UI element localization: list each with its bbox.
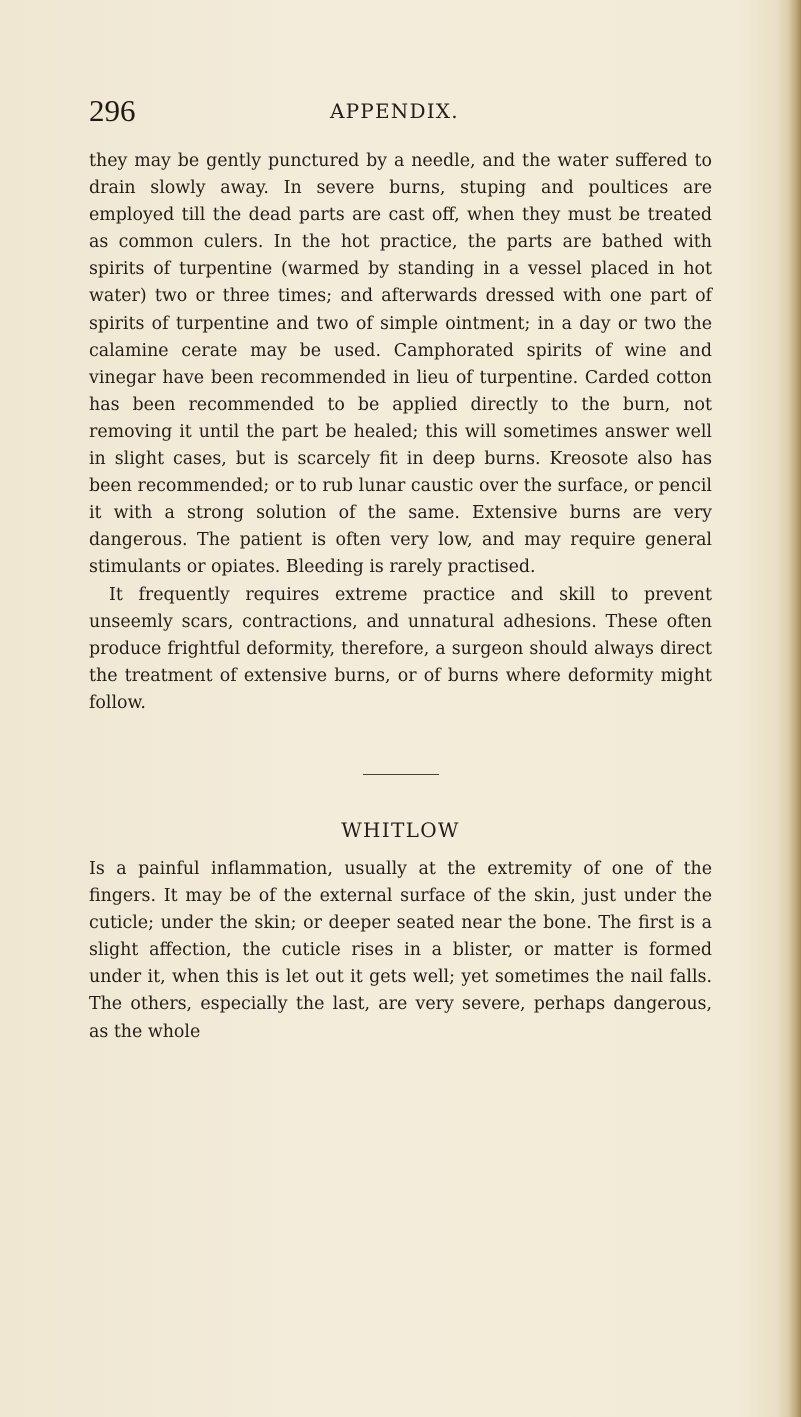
paragraph-whitlow: Is a painful inflammation, usually at the extremity of one of the fingers. It may be of the external surface of the skin, just under the cuticle; under the skin; or deeper seated near the bone. The first is a slight affection, the cuticle rises in a blister, or matter is formed under it, when this is let out it gets well; yet sometimes the nail falls. The others, especially the last, are very severe, perhaps dangerous, as the whole — [89, 859, 712, 1042]
section-divider — [363, 774, 439, 775]
page-edge-shadow — [789, 0, 801, 1417]
page-number: 296 — [89, 93, 136, 128]
section-heading: WHITLOW — [341, 818, 460, 842]
running-head: APPENDIX. — [330, 99, 459, 123]
paragraph-burns-treatment: they may be gently punctured by a needle, and the water suffered to drain slowly away. In severe burns, stuping and poultices are employed till the dead parts are cast off, when they must be treated as common culers. In the hot practice, the parts are bathed with spirits of turpentine (warmed by standing in a vessel placed in hot water) two or three times; and afterwards dressed with one part of spirits of turpentine and two of simple ointment; in a day or two the calamine cerate may be used. Camphorated spirits of wine and vinegar have been recommended in lieu of turpentine. Carded cotton has been recommended to be applied directly to the burn, not removing it until the part be healed; this will sometimes answer well in slight cases, but is scarcely fit in deep burns. Kreosote also has been recommended; or to rub lunar caustic over the surface, or pencil it with a strong solution of the same. Extensive burns are very dangerous. The patient is often very low, and may require general stimulants or opiates. Bleeding is rarely practised. — [89, 151, 712, 578]
paragraph-deformity: It frequently requires extreme practice and skill to prevent unseemly scars, contractions, and unnatural adhesions. These often produce frightful deformity, therefore, a surgeon should always direct the treatment of extensive burns, or of burns where deformity might follow. — [89, 584, 712, 713]
section-text — [89, 856, 712, 1046]
page-header — [89, 94, 709, 134]
main-text — [89, 148, 712, 717]
